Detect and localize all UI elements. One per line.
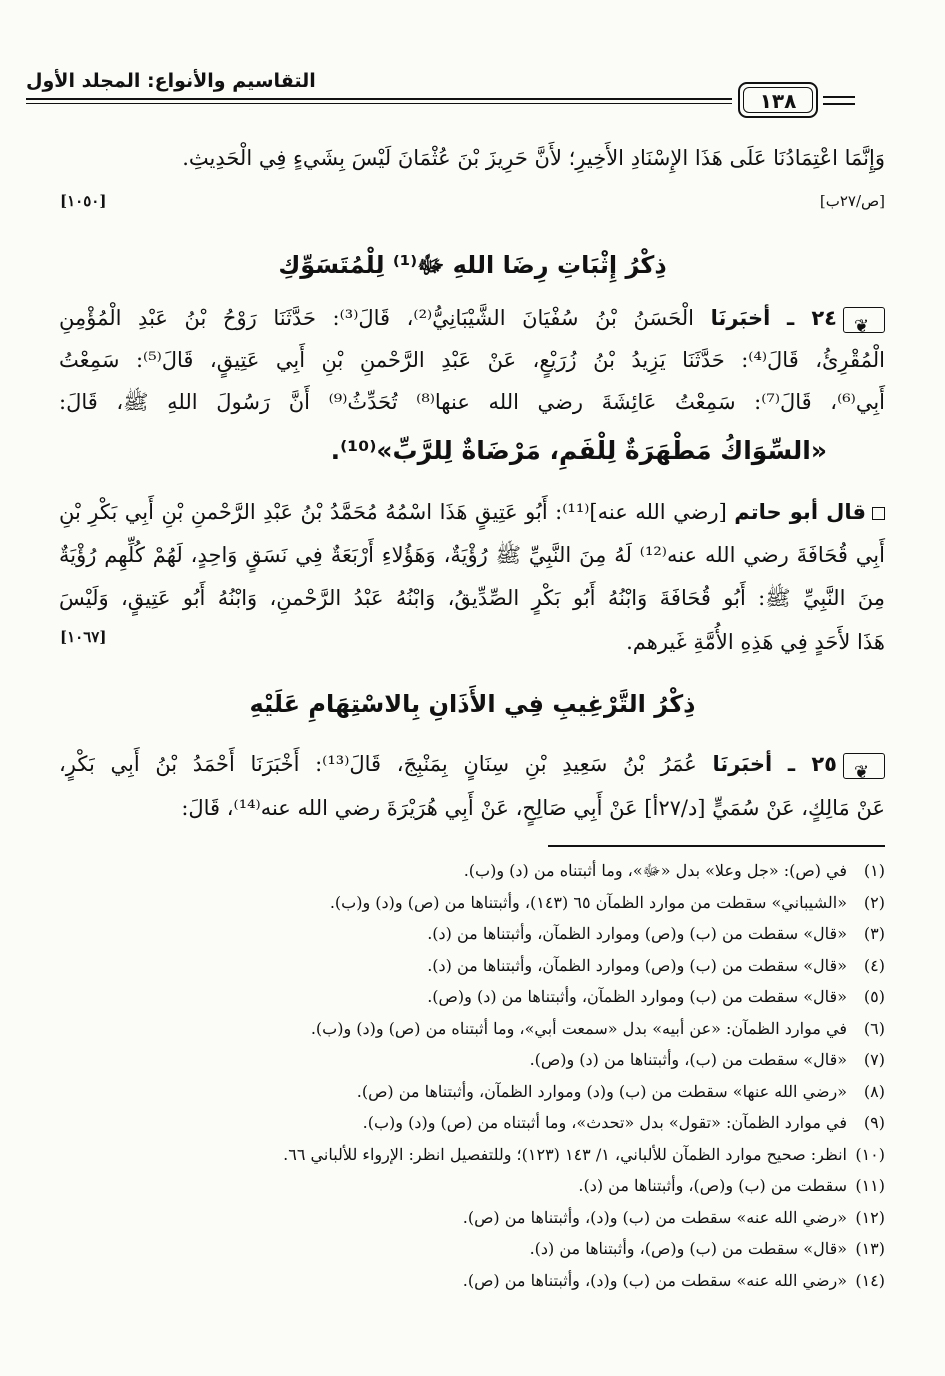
hadith-ref: [١٠٦٧] bbox=[60, 628, 107, 646]
isnad-text: الْحَسَنُ بْنُ سُفْيَانَ الشَّيْبَانِيُّ⁽²⁾، قَالَ⁽³⁾: حَدَّثَنَا رَوْحُ بْنُ عَبْدِ الْمُؤْمِنِ bbox=[59, 306, 694, 330]
footnote-number: (٢) bbox=[863, 892, 885, 912]
hadith-seal-icon bbox=[843, 753, 885, 779]
commentary-line: هَذَا لأَحَدٍ فِي هَذِهِ الأُمَّةِ غَيرهم. bbox=[626, 630, 885, 654]
isnad-line: الْمُقْرِئُ، قَالَ⁽⁴⁾: حَدَّثَنَا يَزِيدُ بْنُ زُرَيْعٍ، عَنْ عَبْدِ الرَّحْمنِ بْنِ أَبِي عَتِيقٍ، قَالَ⁽⁵⁾: سَمِعْتُ bbox=[59, 348, 885, 372]
footnote-text: «قال» سقطت من (ب)، وأثبتناها من (د) و(ص). bbox=[529, 1050, 847, 1069]
footnote bbox=[65, 982, 885, 1012]
footnote-number: (٣) bbox=[863, 924, 885, 943]
running-header-book-title: التقاسيم والأنواع: المجلد الأول bbox=[26, 70, 316, 92]
hadith-ref: [١٠٥٠] bbox=[60, 192, 107, 210]
footnote-number: (١٢) bbox=[855, 1207, 885, 1227]
footnote-number: (٤) bbox=[863, 955, 885, 975]
header-rule-thin bbox=[26, 103, 732, 104]
footnote bbox=[65, 1140, 885, 1170]
header-dash bbox=[823, 103, 855, 105]
section-heading: ذِكْرُ إِثْبَاتِ رِضَا اللهِ ﷻ⁽¹⁾ لِلْمُتَسَوِّكِ bbox=[278, 251, 667, 279]
footnote-text: «رضي الله عنها» سقطت من (ب) و(د) وموارد الظمآن، وأثبتناها من (ص). bbox=[356, 1081, 847, 1101]
footnote-text: «رضي الله عنه» سقطت من (ب) و(د)، وأثبتناها من (ص). bbox=[462, 1207, 847, 1227]
footnote bbox=[65, 888, 885, 918]
footnote bbox=[65, 1266, 885, 1296]
footnote-rule bbox=[548, 845, 885, 847]
narration-lead: أخبَرنَا bbox=[712, 752, 773, 776]
footnote-number: (١٣) bbox=[855, 1239, 885, 1258]
commentary-line bbox=[59, 490, 885, 534]
footnote-text: في موارد الظمآن: «عن أبيه» بدل «سمعت أبي»، وما أثبتناه من (ص) و(د) و(ب). bbox=[310, 1018, 847, 1038]
footnote bbox=[65, 1014, 885, 1044]
footnote-text: في (ص): «جل وعلا» بدل «ﷻ»، وما أثبتناه من (د) و(ب). bbox=[463, 861, 847, 880]
commentary-line: أَبِي قُحَافَةَ رضي الله عنه⁽¹²⁾ لَهُ مِنَ النَّبِيِّ ﷺ رُؤْيَةٌ، وَهَؤُلاءِ أَرْبَعَةٌ فِي نَسَقٍ وَاحِدٍ، لَهُمْ كُلِّهِم رُؤْيَةٌ bbox=[59, 543, 885, 567]
page-number-box bbox=[738, 82, 818, 118]
footnote-number: (١٠) bbox=[855, 1144, 885, 1164]
header-dash bbox=[823, 96, 855, 98]
footnote-number: (٥) bbox=[863, 987, 885, 1006]
footnote-number: (٨) bbox=[863, 1081, 885, 1101]
footnote bbox=[65, 1077, 885, 1107]
footnote-text: «قال» سقطت من (ب) و(ص) وموارد الظمآن، وأثبتناها من (د). bbox=[427, 955, 847, 975]
footnote-text: «قال» سقطت من (ب) و(ص)، وأثبتناها من (د). bbox=[529, 1239, 847, 1258]
footnote-number: (١١) bbox=[855, 1176, 885, 1195]
footnote bbox=[65, 919, 885, 949]
footnote bbox=[65, 1234, 885, 1264]
isnad-line: أَبِي⁽⁶⁾، قَالَ⁽⁷⁾: سَمِعْتُ عَائِشَةَ رضي الله عنها⁽⁸⁾ تُحَدِّثُ⁽⁹⁾ أَنَّ رَسُولَ اللهِ ﷺ، قَالَ: bbox=[59, 390, 886, 414]
commentary-lead: قال أبو حاتم bbox=[734, 500, 866, 524]
footnote-number: (٧) bbox=[863, 1050, 885, 1069]
footnote bbox=[65, 1045, 885, 1075]
footnote bbox=[65, 1108, 885, 1138]
footnote bbox=[65, 1171, 885, 1201]
isnad-line bbox=[59, 296, 885, 340]
footnote-number: (١) bbox=[863, 861, 885, 880]
footnote bbox=[65, 951, 885, 981]
square-bullet-icon bbox=[872, 507, 885, 520]
footnote-number: (٩) bbox=[863, 1113, 885, 1132]
commentary-line: مِنَ النَّبِيِّ ﷺ: أَبُو قُحَافَةَ وَابْنُهُ أَبُو بَكْرٍ الصِّدِّيقُ، وَابْنُهُ عَبْدُ الرَّحْمنِ، وَابْنُهُ أَبُو عَتِيقٍ، وَلَيْسَ bbox=[59, 586, 885, 610]
isnad-line: عَنْ مَالِكٍ، عَنْ سُمَيٍّ [د/٢٧أ] عَنْ أَبِي صَالِحٍ، عَنْ أَبِي هُرَيْرَةَ رضي الله عنه⁽¹⁴⁾، قَالَ: bbox=[181, 796, 885, 820]
footnote-text: في موارد الظمآن: «تقول» بدل «تحدث»، وما أثبتناه من (ص) و(د) و(ب). bbox=[362, 1113, 847, 1132]
narration-lead: أخبَرنَا bbox=[710, 306, 771, 330]
footnote bbox=[65, 1203, 885, 1233]
footnote-text: «الشيباني» سقطت من موارد الظمآن ٦٥ (١٤٣)، وأثبتناها من (ص) و(د) و(ب). bbox=[329, 892, 847, 912]
hadith-number: ٢٥ ـ bbox=[787, 752, 837, 776]
commentary-text: [رضي الله عنه]⁽¹¹⁾: أَبُو عَتِيقٍ هَذَا اسْمُهُ مُحَمَّدُ بْنُ عَبْدِ الرَّحْمنِ بْنِ أَبِي بَكْرِ بْنِ bbox=[59, 500, 727, 524]
hadith-matn: «السِّوَاكُ مَطْهَرَةٌ لِلْفَمِ، مَرْضَاةٌ لِلرَّبِّ»⁽¹⁰⁾. bbox=[330, 436, 827, 465]
footnote-text: «رضي الله عنه» سقطت من (ب) و(د)، وأثبتناها من (ص). bbox=[462, 1270, 847, 1290]
footnote-text: «قال» سقطت من (ب) و(ص) وموارد الظمآن، وأثبتناها من (د). bbox=[427, 924, 847, 943]
isnad-line bbox=[59, 742, 885, 786]
section-heading: ذِكْرُ التَّرْغِيبِ فِي الأَذَانِ بِالاسْتِهَامِ عَلَيْهِ bbox=[249, 690, 696, 718]
footnote-number: (٦) bbox=[863, 1018, 885, 1038]
intro-text: وَإِنَّمَا اعْتِمَادُنَا عَلَى هَذَا الإِسْنَادِ الأَخِيرِ؛ لأَنَّ حَرِيزَ بْنَ عُثْمَانَ لَيْسَ بِشَيءٍ فِي الْحَدِيثِ. bbox=[182, 146, 885, 170]
header-rule bbox=[26, 98, 732, 100]
footnote-text: سقطت من (ب) و(ص)، وأثبتناها من (د). bbox=[578, 1176, 847, 1195]
hadith-number: ٢٤ ـ bbox=[786, 306, 837, 330]
manuscript-ref: [ص/٢٧ب] bbox=[819, 192, 885, 210]
footnote-text: انظر: صحيح موارد الظمآن للألباني، ١/ ١٤٣ (١٢٣)؛ وللتفصيل انظر: الإرواء للألباني ٦٦. bbox=[283, 1144, 847, 1164]
page-number: ١٣٨ bbox=[743, 87, 813, 113]
footnote bbox=[65, 856, 885, 886]
footnote-number: (١٤) bbox=[855, 1270, 885, 1290]
hadith-seal-icon bbox=[843, 307, 885, 333]
footnote-text: «قال» سقطت من (ب) وموارد الظمآن، وأثبتناها من (د) و(ص). bbox=[427, 987, 847, 1006]
isnad-text: عُمَرُ بْنُ سَعِيدِ بْنِ سِنَانٍ بِمَنْبِجَ، قَالَ⁽¹³⁾: أَخْبَرَنَا أَحْمَدُ بْنُ أَبِي بَكْرٍ، bbox=[59, 752, 697, 776]
